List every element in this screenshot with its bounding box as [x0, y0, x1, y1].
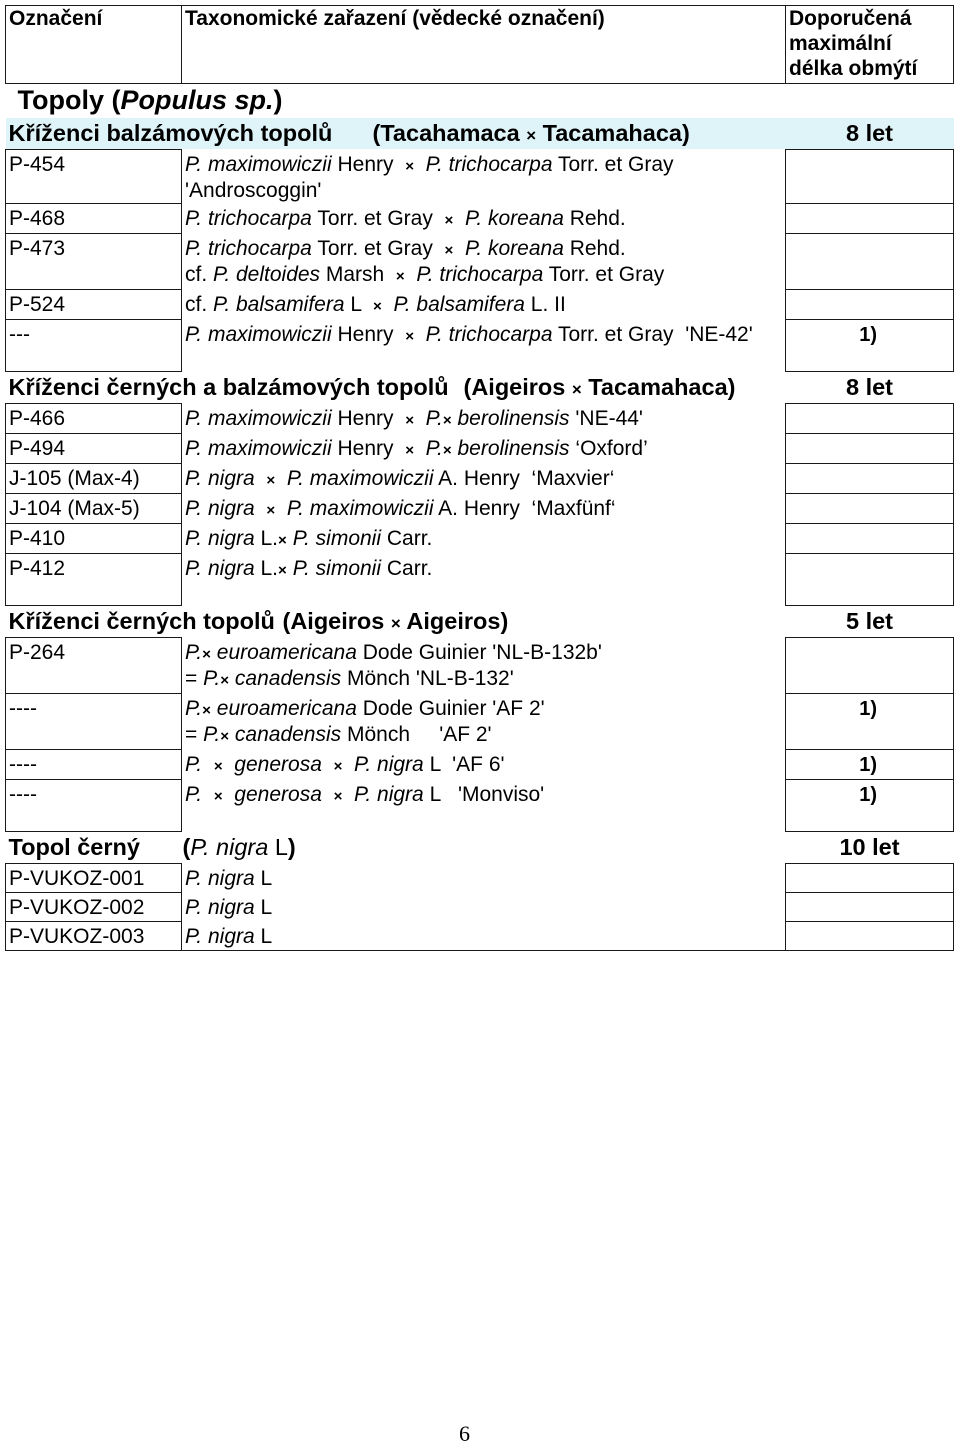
section-name: Kříženci černých topolů — [8, 608, 275, 634]
taxon-line — [185, 783, 782, 809]
hybrid-cross-symbol: × — [266, 501, 276, 519]
plain-text — [255, 467, 267, 490]
clone-code: --- — [9, 323, 30, 346]
plain-text: A. Henry ‘Maxfünf‘ — [433, 496, 616, 520]
plain-text: Torr. et Gray — [311, 236, 445, 260]
italic-taxon-text: P. — [185, 640, 203, 664]
taxon-cell — [182, 524, 786, 554]
plain-text: Henry — [331, 322, 406, 346]
clone-code-cell — [6, 234, 182, 290]
italic-taxon-text: P. — [185, 696, 203, 720]
clone-code-cell — [6, 494, 182, 524]
clone-code: P-473 — [9, 237, 66, 260]
clone-code: ---- — [9, 783, 37, 806]
plain-text: Mönch 'NL-B-132' — [341, 666, 514, 690]
italic-taxon-text: P. simonii — [286, 556, 382, 580]
header-taxonomy: Taxonomické zařazení (vědecké označení) — [185, 7, 605, 30]
clone-code: P-VUKOZ-002 — [9, 896, 145, 919]
bold-text: ) — [287, 834, 296, 860]
table-row — [6, 404, 954, 434]
italic-taxon-text: P. — [414, 406, 443, 430]
taxon-line — [185, 753, 782, 779]
italic-taxon-text: P. — [203, 722, 221, 746]
clone-code-cell — [6, 290, 182, 320]
plain-text: L — [344, 292, 373, 316]
taxon-line — [185, 207, 782, 233]
table-row — [6, 638, 954, 694]
hybrid-cross-symbol: × — [278, 561, 287, 579]
header-rotation-cell — [786, 6, 954, 84]
rotation-cell — [786, 524, 954, 554]
table-row — [6, 893, 954, 922]
bold-text: ( — [182, 834, 191, 860]
clone-code-cell — [6, 750, 182, 780]
clone-code-cell — [6, 780, 182, 832]
rotation-cell — [786, 320, 954, 372]
hybrid-cross-symbol: × — [442, 441, 452, 459]
table-row — [6, 434, 954, 464]
clone-code-cell — [6, 150, 182, 204]
italic-taxon-text: P. balsamifera — [381, 292, 525, 316]
page-number: 6 — [459, 1421, 470, 1446]
section-rotation-period: 5 let — [845, 608, 894, 634]
table-row — [6, 864, 954, 893]
bold-text: Aigeiros) — [400, 608, 509, 634]
taxon-line — [185, 867, 782, 891]
plain-text: Torr. et Gray 'NE-42' — [552, 322, 753, 346]
plain-text: ‘Oxford’ — [569, 436, 648, 460]
italic-taxon-text: P. koreana — [453, 206, 564, 230]
italic-taxon-text: P. nigra — [185, 866, 255, 890]
section-header-row — [6, 606, 954, 638]
taxon-line — [185, 723, 782, 749]
taxon-cell — [182, 464, 786, 494]
taxon-line — [185, 263, 782, 289]
section-rotation-cell — [786, 372, 954, 404]
taxon-cell — [182, 150, 786, 204]
taxon-line — [185, 697, 782, 723]
clone-code: P-410 — [9, 527, 66, 550]
rotation-cell — [786, 864, 954, 893]
taxon-line — [185, 153, 782, 179]
rotation-cell — [786, 404, 954, 434]
table-row — [6, 922, 954, 951]
rotation-cell — [786, 434, 954, 464]
table-row — [6, 780, 954, 832]
rotation-cell — [786, 750, 954, 780]
genus-heading-text: ) — [273, 85, 283, 115]
taxon-cell — [182, 320, 786, 372]
rotation-cell — [786, 464, 954, 494]
section-header-row — [6, 832, 954, 864]
hybrid-cross-symbol: × — [405, 327, 415, 345]
taxon-cell — [182, 204, 786, 234]
italic-taxon-text: P. trichocarpa — [185, 236, 312, 260]
clone-code-cell — [6, 524, 182, 554]
hybrid-cross-symbol: × — [213, 787, 223, 805]
rotation-cell — [786, 922, 954, 951]
taxon-line — [185, 641, 782, 667]
hybrid-cross-symbol: × — [278, 531, 287, 549]
bold-text: (Aigeiros — [282, 608, 391, 634]
clone-code-cell — [6, 864, 182, 893]
table-row — [6, 290, 954, 320]
italic-taxon-text: euroamericana — [210, 640, 357, 664]
italic-taxon-text: P. nigra — [185, 526, 255, 550]
plain-text: Torr. et Gray — [311, 206, 445, 230]
taxon-cell — [182, 694, 786, 750]
hybrid-cross-symbol: × — [442, 411, 452, 429]
section-rotation-cell — [786, 606, 954, 638]
hybrid-cross-symbol: × — [390, 614, 401, 633]
plain-text: = — [185, 666, 204, 690]
clone-code-cell — [6, 922, 182, 951]
italic-taxon-text: P. maximowiczii — [275, 496, 434, 520]
italic-taxon-text: P. nigra — [185, 496, 255, 520]
italic-taxon-text: generosa — [222, 752, 322, 776]
table-row — [6, 204, 954, 234]
hybrid-cross-symbol: × — [444, 241, 454, 259]
clone-table-body — [6, 6, 954, 951]
rotation-cell — [786, 204, 954, 234]
section-taxon-group — [283, 607, 509, 638]
italic-taxon-text: P. nigra — [342, 782, 424, 806]
taxon-cell — [182, 434, 786, 464]
plain-text: Rehd. — [563, 206, 626, 230]
plain-text: L — [254, 924, 273, 948]
rotation-cell — [786, 554, 954, 606]
plain-text: Carr. — [381, 526, 433, 550]
section-taxon-group — [373, 119, 690, 150]
italic-taxon-text: P. maximowiczii — [185, 152, 332, 176]
italic-taxon-text: P. trichocarpa — [414, 152, 553, 176]
footnote-marker: 1) — [859, 698, 877, 720]
plain-text: Henry — [331, 152, 406, 176]
header-rotation-line: délka obmýtí — [789, 57, 918, 80]
taxon-cell — [182, 554, 786, 606]
hybrid-cross-symbol: × — [202, 701, 211, 719]
clone-code-cell — [6, 464, 182, 494]
clone-code: P-468 — [9, 207, 66, 230]
taxon-line — [185, 527, 782, 553]
clone-code-cell — [6, 404, 182, 434]
plain-text: = — [185, 722, 204, 746]
section-taxon-group — [183, 833, 296, 862]
table-row — [6, 694, 954, 750]
italic-taxon-text: P. maximowiczii — [275, 466, 434, 490]
italic-taxon-text: P. trichocarpa — [404, 262, 544, 286]
clone-code: P-454 — [9, 153, 66, 176]
hybrid-cross-symbol: × — [405, 157, 415, 175]
header-code: Označení — [9, 7, 103, 30]
italic-taxon-text: P. — [203, 666, 221, 690]
plain-text: Carr. — [381, 556, 433, 580]
hybrid-cross-symbol: × — [220, 727, 230, 745]
taxon-cell — [182, 638, 786, 694]
table-row — [6, 234, 954, 290]
italic-taxon-text: canadensis — [229, 666, 342, 690]
plain-text: L — [254, 895, 273, 919]
clone-code: J-104 (Max-5) — [9, 497, 140, 520]
taxon-line — [185, 407, 782, 433]
clone-code-cell — [6, 638, 182, 694]
clone-code-cell — [6, 204, 182, 234]
clone-code: P-VUKOZ-003 — [9, 925, 145, 948]
taxon-cell — [182, 290, 786, 320]
clone-code: P-524 — [9, 293, 66, 316]
clone-code-cell — [6, 554, 182, 606]
taxon-line — [185, 467, 782, 493]
taxon-line — [185, 667, 782, 693]
section-name: Kříženci černých a balzámových topolů — [8, 374, 449, 400]
rotation-cell — [786, 150, 954, 204]
header-rotation-line: maximální — [789, 32, 892, 55]
italic-taxon-text: P. nigra — [185, 466, 255, 490]
table-header-row — [6, 6, 954, 84]
plain-text: 'Androscoggin' — [185, 178, 322, 202]
genus-heading — [6, 84, 954, 119]
italic-taxon-text: P. nigra — [185, 924, 255, 948]
plain-text: L. — [254, 556, 279, 580]
plain-text: Henry — [331, 406, 406, 430]
italic-taxon-text: euroamericana — [210, 696, 357, 720]
taxon-line — [185, 293, 782, 319]
rotation-cell — [786, 494, 954, 524]
taxon-cell — [182, 494, 786, 524]
hybrid-cross-symbol: × — [372, 297, 382, 315]
plain-text: cf. — [185, 262, 214, 286]
hybrid-cross-symbol: × — [395, 267, 405, 285]
clone-code-cell — [6, 320, 182, 372]
clone-table — [5, 5, 954, 951]
italic-taxon-text: P. — [414, 436, 443, 460]
section-name: Kříženci balzámových topolů — [8, 120, 333, 146]
hybrid-cross-symbol: × — [526, 126, 537, 145]
hybrid-cross-symbol: × — [405, 441, 415, 459]
genus-heading-text: Topoly ( — [17, 85, 121, 115]
taxon-cell — [182, 780, 786, 832]
taxon-cell — [182, 922, 786, 951]
plain-text: L — [268, 834, 288, 860]
rotation-cell — [786, 290, 954, 320]
clone-code: ---- — [9, 753, 37, 776]
plain-text: Torr. et Gray — [552, 152, 674, 176]
section-rotation-period: 8 let — [845, 120, 894, 146]
hybrid-cross-symbol: × — [202, 645, 211, 663]
italic-taxon-text: P. — [185, 782, 214, 806]
clone-code: J-105 (Max-4) — [9, 467, 140, 490]
plain-text: Marsh — [320, 262, 396, 286]
italic-taxon-text: P. — [185, 752, 214, 776]
header-code-cell — [6, 6, 182, 84]
genus-name: Populus sp. — [120, 85, 274, 115]
italic-taxon-text: berolinensis — [451, 406, 570, 430]
hybrid-cross-symbol: × — [333, 757, 343, 775]
bold-text: Tacamahaca) — [581, 374, 736, 400]
table-row — [6, 464, 954, 494]
taxon-line — [185, 497, 782, 523]
plain-text: Mönch 'AF 2' — [341, 722, 492, 746]
clone-code-cell — [6, 434, 182, 464]
plain-text: Rehd. — [563, 236, 626, 260]
italic-taxon-text: P. maximowiczii — [185, 436, 332, 460]
italic-taxon-text: P. simonii — [286, 526, 382, 550]
plain-text: Henry — [331, 436, 406, 460]
italic-taxon-text: P. trichocarpa — [414, 322, 553, 346]
hybrid-cross-symbol: × — [213, 757, 223, 775]
plain-text: cf. — [185, 292, 214, 316]
taxon-cell — [182, 750, 786, 780]
plain-text: L. — [254, 526, 279, 550]
plain-text: L 'AF 6' — [423, 752, 505, 776]
rotation-cell — [786, 694, 954, 750]
hybrid-cross-symbol: × — [444, 211, 454, 229]
table-row — [6, 524, 954, 554]
clone-code-cell — [6, 893, 182, 922]
section-taxon-group — [464, 373, 736, 404]
italic-taxon-text: P. trichocarpa — [185, 206, 312, 230]
hybrid-cross-symbol: × — [220, 671, 230, 689]
bold-text: Tacamahaca) — [536, 120, 690, 146]
clone-code: ---- — [9, 697, 37, 720]
table-row — [6, 750, 954, 780]
genus-heading-row — [6, 84, 954, 119]
plain-text: A. Henry ‘Maxvier‘ — [433, 466, 615, 490]
plain-text: 'NE-44' — [569, 406, 643, 430]
italic-taxon-text: P. nigra — [185, 895, 255, 919]
section-title-cell — [6, 832, 786, 864]
clone-code: P-494 — [9, 437, 66, 460]
taxon-cell — [182, 404, 786, 434]
taxon-cell — [182, 864, 786, 893]
italic-taxon-text: P. nigra — [185, 556, 255, 580]
section-rotation-cell — [786, 832, 954, 864]
section-title-cell — [6, 118, 786, 150]
italic-taxon-text: P. nigra — [190, 834, 269, 860]
rotation-cell — [786, 638, 954, 694]
header-taxonomy-cell — [182, 6, 786, 84]
plain-text — [322, 783, 334, 806]
section-header-row — [6, 118, 954, 150]
taxon-line — [185, 557, 782, 583]
footnote-marker: 1) — [859, 324, 877, 346]
hybrid-cross-symbol: × — [405, 411, 415, 429]
plain-text: L. II — [524, 292, 566, 316]
taxon-line — [185, 323, 782, 349]
taxon-line — [185, 925, 782, 949]
italic-taxon-text: canadensis — [229, 722, 342, 746]
section-header-row — [6, 372, 954, 404]
footnote-marker: 1) — [859, 754, 877, 776]
table-row — [6, 320, 954, 372]
plain-text: Torr. et Gray — [543, 262, 665, 286]
italic-taxon-text: generosa — [222, 782, 322, 806]
plain-text: L — [254, 866, 273, 890]
rotation-cell — [786, 893, 954, 922]
clone-code: P-VUKOZ-001 — [9, 867, 145, 890]
taxon-cell — [182, 893, 786, 922]
taxon-cell — [182, 234, 786, 290]
bold-text: (Tacahamaca — [372, 120, 527, 146]
clone-code: P-412 — [9, 557, 66, 580]
header-rotation-line: Doporučená — [789, 7, 912, 30]
italic-taxon-text: P. nigra — [342, 752, 424, 776]
clone-code: P-264 — [9, 641, 66, 664]
italic-taxon-text: P. deltoides — [213, 262, 321, 286]
italic-taxon-text: P. balsamifera — [213, 292, 345, 316]
rotation-cell — [786, 234, 954, 290]
section-rotation-period: 10 let — [839, 834, 900, 860]
table-row — [6, 494, 954, 524]
italic-taxon-text: berolinensis — [451, 436, 570, 460]
taxon-line — [185, 437, 782, 463]
rotation-cell — [786, 780, 954, 832]
italic-taxon-text: P. maximowiczii — [185, 322, 332, 346]
section-name: Topol černý — [8, 834, 140, 860]
section-rotation-cell — [786, 118, 954, 150]
footnote-marker: 1) — [859, 784, 877, 806]
italic-taxon-text: P. koreana — [453, 236, 564, 260]
italic-taxon-text: P. maximowiczii — [185, 406, 332, 430]
plain-text: L 'Monviso' — [423, 782, 545, 806]
clone-code-cell — [6, 694, 182, 750]
section-title-cell — [6, 372, 786, 404]
section-title-cell — [6, 606, 786, 638]
plain-text: Dode Guinier 'AF 2' — [356, 696, 545, 720]
taxon-line — [185, 896, 782, 920]
section-rotation-period: 8 let — [845, 374, 894, 400]
clone-code: P-466 — [9, 407, 66, 430]
bold-text: (Aigeiros — [463, 374, 572, 400]
taxon-line — [185, 179, 782, 203]
plain-text — [322, 753, 334, 776]
hybrid-cross-symbol: × — [571, 380, 582, 399]
plain-text — [255, 497, 267, 520]
table-row — [6, 554, 954, 606]
table-row — [6, 150, 954, 204]
hybrid-cross-symbol: × — [333, 787, 343, 805]
plain-text: Dode Guinier 'NL-B-132b' — [356, 640, 602, 664]
hybrid-cross-symbol: × — [266, 471, 276, 489]
taxon-line — [185, 237, 782, 263]
